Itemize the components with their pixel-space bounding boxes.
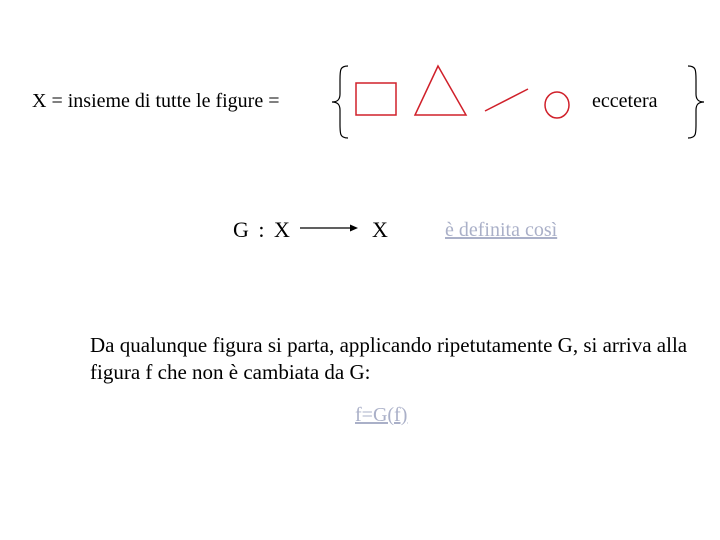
triangle-icon: [415, 66, 466, 115]
line-segment-icon: [485, 89, 528, 111]
left-brace-icon: [332, 66, 348, 138]
definition-link[interactable]: è definita così: [445, 219, 558, 241]
mapping-codomain-label: X: [372, 217, 388, 242]
set-definition-text: X = insieme di tutte le figure =: [32, 90, 280, 112]
rectangle-icon: [356, 83, 396, 115]
etc-label: eccetera: [592, 90, 658, 112]
right-brace-icon: [688, 66, 704, 138]
mapping-domain-label: G : X: [233, 217, 292, 242]
fixed-point-link[interactable]: f=G(f): [355, 404, 408, 426]
circle-icon: [545, 92, 569, 118]
explanation-paragraph: Da qualunque figura si parta, applicando ripetutamente G, si arriva alla figura f che non è cambiata da G:: [90, 333, 688, 384]
